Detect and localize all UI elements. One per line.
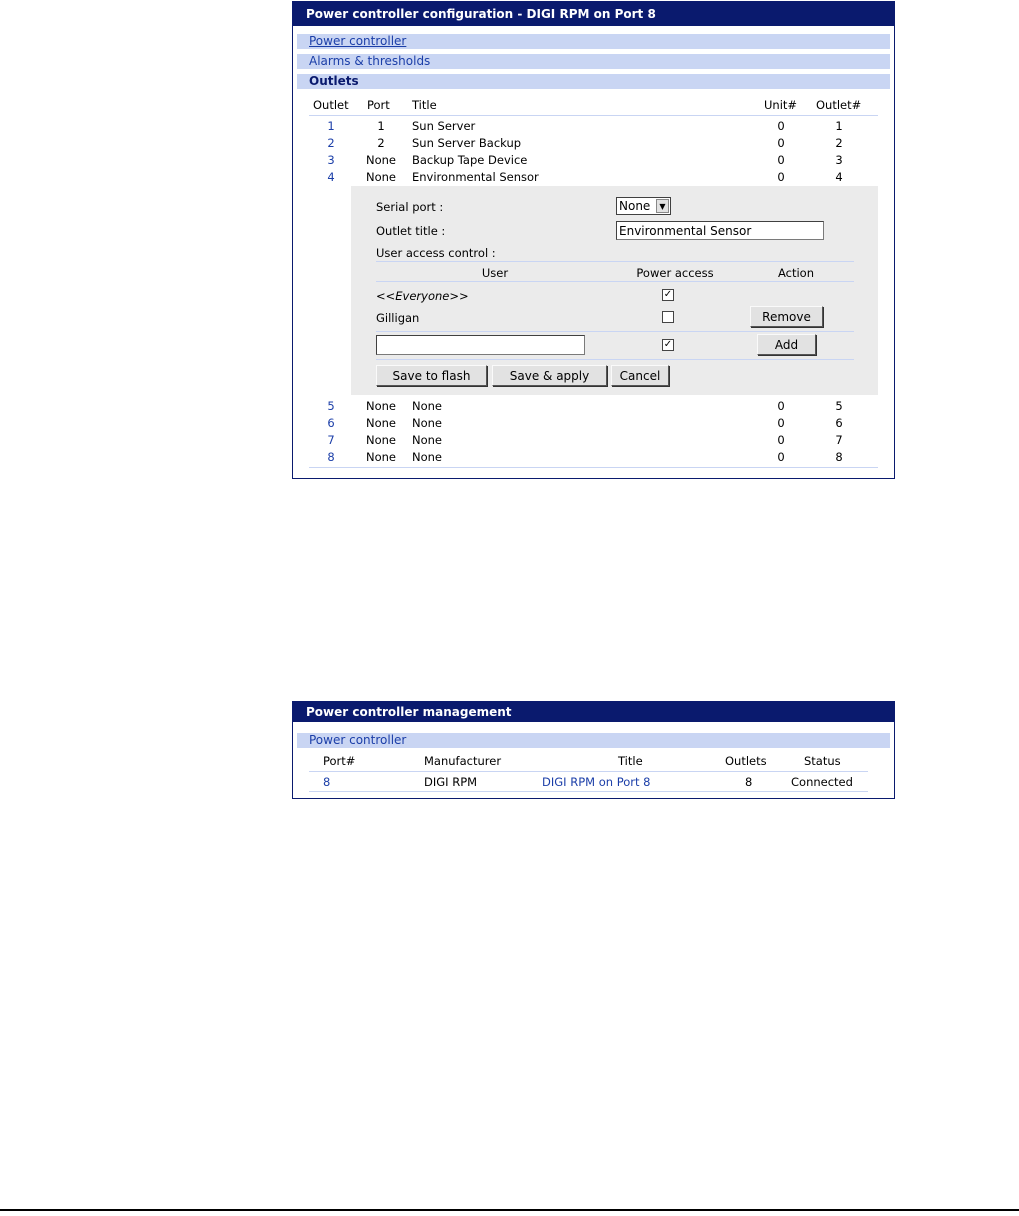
mgmt-header-rule [309, 771, 868, 772]
outlet-edit-box [351, 186, 878, 395]
col-user: User [481, 266, 509, 280]
uac-header-rule [376, 281, 854, 282]
page-footer-rule [0, 1209, 1019, 1211]
row-outletnum: 7 [835, 433, 843, 447]
header-unit: Unit# [764, 98, 798, 112]
chevron-down-icon[interactable]: ▼ [656, 199, 669, 213]
cancel-button[interactable]: Cancel [611, 365, 669, 386]
serial-port-select[interactable] [616, 197, 671, 215]
save-to-flash-button[interactable]: Save to flash [376, 365, 487, 386]
section-power-controller[interactable]: Power controller [297, 34, 890, 49]
row-unit: 0 [777, 170, 785, 184]
header-outletnum: Outlet# [816, 98, 862, 112]
row-unit: 0 [777, 399, 785, 413]
mgmt-header-title: Title [618, 754, 643, 768]
col-power-access: Power access [636, 266, 714, 280]
user-everyone: <<Everyone>> [376, 289, 469, 303]
outlet-title-label: Outlet title : [376, 224, 446, 238]
mgmt-header-outlets: Outlets [725, 754, 767, 768]
new-user-input[interactable] [376, 335, 585, 355]
serial-port-value: None [619, 199, 651, 213]
row-outletnum: 5 [835, 399, 843, 413]
row-outletnum: 6 [835, 416, 843, 430]
row-title: Sun Server [412, 119, 476, 133]
mgmt-header-manufacturer: Manufacturer [424, 754, 502, 768]
row-unit: 0 [777, 119, 785, 133]
header-title: Title [412, 98, 437, 112]
user-gilligan: Gilligan [376, 311, 420, 325]
row-port: 1 [377, 119, 385, 133]
config-panel-title: Power controller configuration - DIGI RPM on Port 8 [293, 2, 894, 26]
mgmt-outlets: 8 [745, 775, 753, 789]
row-title: None [412, 416, 443, 430]
outlet-link-7[interactable]: 7 [327, 433, 335, 447]
row-unit: 0 [777, 450, 785, 464]
row-title: Environmental Sensor [412, 170, 539, 184]
row-port: None [365, 399, 396, 413]
row-outletnum: 2 [835, 136, 843, 150]
outlet-title-input[interactable] [616, 221, 824, 240]
power-access-checkbox-everyone[interactable]: ✓ [663, 289, 673, 300]
uac-bottom-rule [376, 359, 854, 360]
row-port: None [365, 433, 396, 447]
uac-label: User access control : [376, 246, 496, 260]
row-outletnum: 3 [835, 153, 843, 167]
section-alarms-thresholds[interactable]: Alarms & thresholds [297, 54, 890, 69]
table-bottom-rule [309, 467, 878, 468]
power-access-checkbox-new[interactable]: ✓ [663, 339, 673, 350]
outlet-link-3[interactable]: 3 [327, 153, 335, 167]
section-outlets[interactable]: Outlets [297, 74, 890, 89]
outlet-link-2[interactable]: 2 [327, 136, 335, 150]
outlet-link-8[interactable]: 8 [327, 450, 335, 464]
remove-user-button[interactable]: Remove [750, 306, 823, 327]
save-and-apply-button[interactable]: Save & apply [492, 365, 607, 386]
row-outletnum: 1 [835, 119, 843, 133]
section-power-controller-mgmt[interactable]: Power controller [297, 733, 890, 748]
row-port: None [365, 170, 396, 184]
row-title: Sun Server Backup [412, 136, 522, 150]
management-panel-title: Power controller management [293, 702, 894, 722]
row-port: None [365, 153, 396, 167]
outlet-link-5[interactable]: 5 [327, 399, 335, 413]
row-outletnum: 8 [835, 450, 843, 464]
row-unit: 0 [777, 416, 785, 430]
row-title: None [412, 433, 443, 447]
uac-top-rule [376, 261, 854, 262]
row-outletnum: 4 [835, 170, 843, 184]
management-panel [292, 701, 895, 799]
mgmt-port-link[interactable]: 8 [323, 775, 331, 789]
outlet-link-6[interactable]: 6 [327, 416, 335, 430]
mgmt-bottom-rule [309, 791, 868, 792]
mgmt-header-status: Status [804, 754, 841, 768]
row-unit: 0 [777, 153, 785, 167]
row-port: None [365, 450, 396, 464]
row-unit: 0 [777, 433, 785, 447]
row-port: 2 [377, 136, 385, 150]
add-user-button[interactable]: Add [757, 334, 816, 355]
header-rule [309, 115, 878, 116]
mgmt-status: Connected [791, 775, 853, 789]
power-access-checkbox-gilligan[interactable] [662, 311, 674, 323]
header-outlet: Outlet [313, 98, 349, 112]
mgmt-title-link[interactable]: DIGI RPM on Port 8 [542, 775, 651, 789]
header-port: Port [367, 98, 390, 112]
col-action: Action [777, 266, 815, 280]
row-port: None [365, 416, 396, 430]
config-panel [292, 1, 895, 479]
serial-port-label: Serial port : [376, 200, 444, 214]
uac-users-rule [376, 331, 854, 332]
outlet-link-4[interactable]: 4 [327, 170, 335, 184]
row-title: None [412, 399, 443, 413]
row-title: None [412, 450, 443, 464]
row-title: Backup Tape Device [412, 153, 528, 167]
mgmt-manufacturer: DIGI RPM [424, 775, 478, 789]
outlet-link-1[interactable]: 1 [327, 119, 335, 133]
mgmt-header-port: Port# [323, 754, 356, 768]
row-unit: 0 [777, 136, 785, 150]
